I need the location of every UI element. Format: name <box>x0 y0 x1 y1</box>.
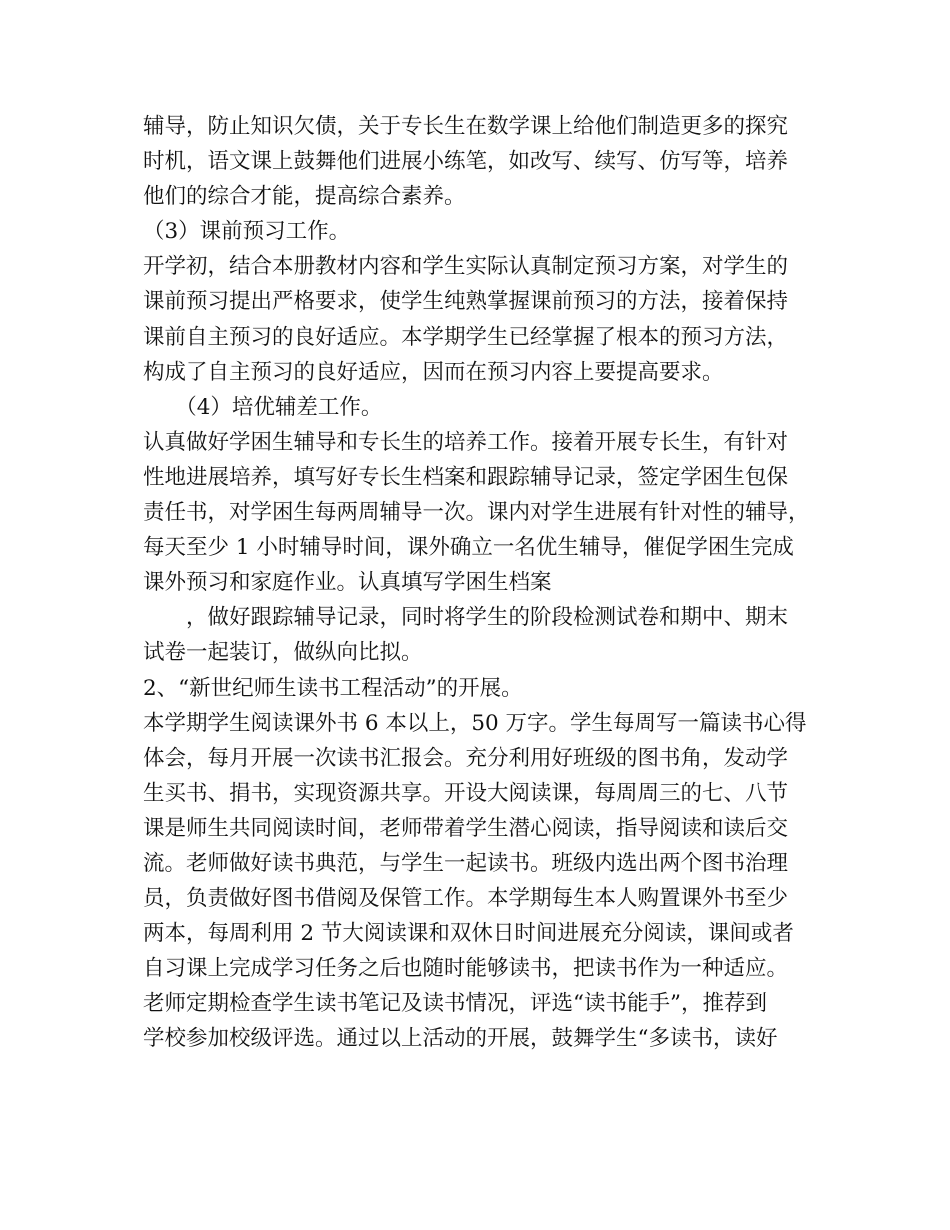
text-line: 两本，每周利用 2 节大阅读课和双休日时间进展充分阅读，课间或者 <box>143 921 794 947</box>
body-text <box>143 109 823 1057</box>
text-line: 试卷一起装订，做纵向比拟。 <box>143 640 423 666</box>
text-line: 认真做好学困生辅导和专长生的培养工作。接着开展专长生，有针对 <box>143 429 789 455</box>
text-line: 课是师生共同阅读时间，老师带着学生潜心阅读，指导阅读和读后交 <box>143 815 789 841</box>
text-line: 开学初，结合本册教材内容和学生实际认真制定预习方案，对学生的 <box>143 254 789 280</box>
text-line: 员，负责做好图书借阅及保管工作。本学期每生本人购置课外书至少 <box>143 886 789 912</box>
text-line: 老师定期检查学生读书笔记及读书情况，评选“读书能手”，推荐到 <box>143 991 767 1017</box>
text-line: 生买书、捐书，实现资源共享。开设大阅读课，每周周三的七、八节 <box>143 780 789 806</box>
text-line: 课前自主预习的良好适应。本学期学生已经掌握了根本的预习方法， <box>143 324 789 350</box>
text-line: 性地进展培养，填写好专长生档案和跟踪辅导记录，签定学困生包保 <box>143 464 789 490</box>
text-line: 本学期学生阅读课外书 6 本以上，50 万字。学生每周写一篇读书心得 <box>143 710 807 736</box>
text-line: 每天至少 1 小时辅导时间，课外确立一名优生辅导，催促学困生完成 <box>143 535 794 561</box>
text-line: 时机，语文课上鼓舞他们进展小练笔，如改写、续写、仿写等，培养 <box>143 149 789 175</box>
text-line: 体会，每月开展一次读书汇报会。充分利用好班级的图书角，发动学 <box>143 745 789 771</box>
text-line: ，做好跟踪辅导记录，同时将学生的阶段检测试卷和期中、期末 <box>143 605 789 631</box>
text-line: 2、“新世纪师生读书工程活动”的开展。 <box>143 675 523 701</box>
text-line: 构成了自主预习的良好适应，因而在预习内容上要提高要求。 <box>143 359 724 385</box>
text-line: 责任书，对学困生每两周辅导一次。课内对学生进展有针对性的辅导， <box>143 500 810 526</box>
text-line: 自习课上完成学习任务之后也随时能够读书，把读书作为一种适应。 <box>143 956 789 982</box>
text-line: （3）课前预习工作。 <box>143 219 351 245</box>
text-line: 辅导，防止知识欠债，关于专长生在数学课上给他们制造更多的探究 <box>143 114 789 139</box>
text-line: （4）培优辅差工作。 <box>143 394 383 420</box>
text-line: 他们的综合才能，提高综合素养。 <box>143 184 466 210</box>
text-line: 流。老师做好读书典范，与学生一起读书。班级内选出两个图书治理 <box>143 850 789 876</box>
text-line: 课外预习和家庭作业。认真填写学困生档案 <box>143 570 552 596</box>
text-line: 课前预习提出严格要求，使学生纯熟掌握课前预习的方法，接着保持 <box>143 289 789 315</box>
text-line: 学校参加校级评选。通过以上活动的开展，鼓舞学生“多读书，读好 <box>143 1026 778 1052</box>
